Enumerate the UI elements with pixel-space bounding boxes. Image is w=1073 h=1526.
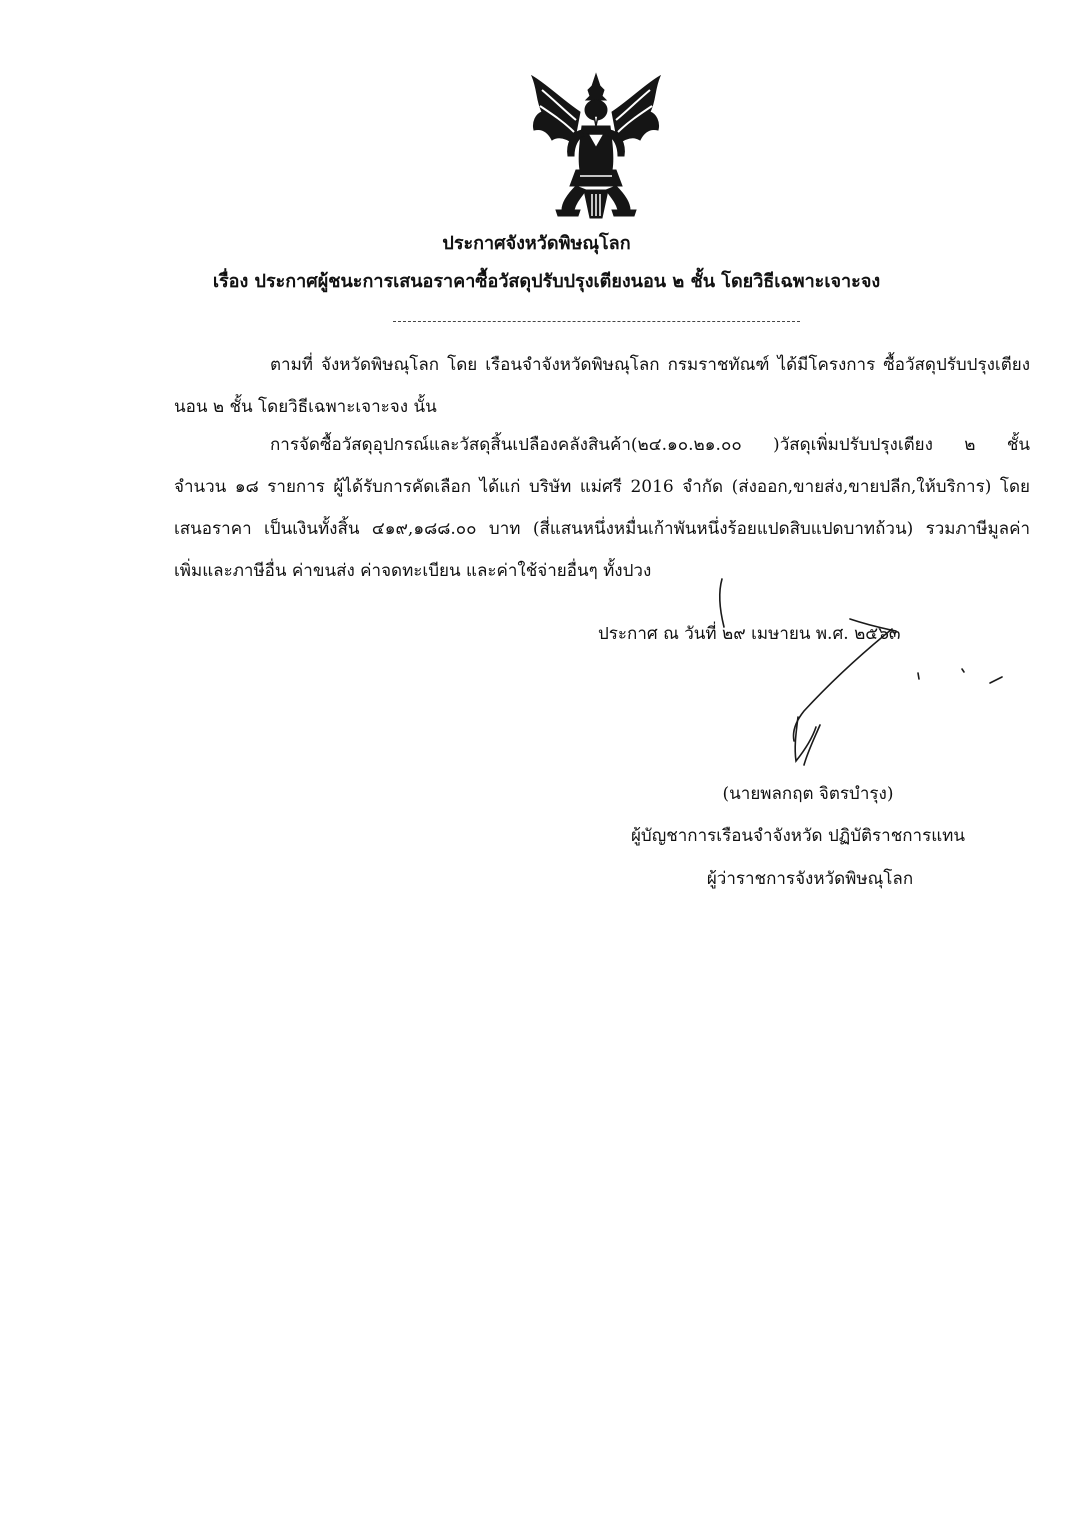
- signatory-acting-for: ผู้ว่าราชการจังหวัดพิษณุโลก: [706, 869, 914, 889]
- paragraph-1-line-2: นอน ๒ ชั้น โดยวิธีเฉพาะเจาะจง นั้น: [174, 397, 437, 417]
- announcement-date: ประกาศ ณ วันที่ ๒๙ เมษายน พ.ศ. ๒๕๖๓: [598, 624, 901, 644]
- paragraph-project: [174, 344, 1030, 428]
- paragraph-1-line-1: ตามที่ จังหวัดพิษณุโลก โดย เรือนจำจังหวัดพิษณุโลก กรมราชทัณฑ์ ได้มีโครงการ ซื้อวัสดุปรับปรุงเตียง: [270, 355, 1030, 375]
- signatory-position: ผู้บัญชาการเรือนจำจังหวัด ปฏิบัติราชการแทน: [630, 826, 966, 846]
- paragraph-award: [174, 424, 1030, 592]
- paragraph-2-line-1: การจัดซื้อวัสดุอุปกรณ์และวัสดุสิ้นเปลืองคลังสินค้า(๒๔.๑๐.๒๑.๐๐ )วัสดุเพิ่มปรับปรุงเตียง ๒ ชั้น: [270, 435, 1030, 455]
- paragraph-2-line-2: จำนวน ๑๘ รายการ ผู้ได้รับการคัดเลือก ได้แก่ บริษัท แม่ศรี 2016 จำกัด (ส่งออก,ขายส่ง,ขายปลีก,ให้บริการ) โดย: [174, 477, 1030, 497]
- handwritten-signature: [700, 575, 1020, 775]
- document-subject: เรื่อง ประกาศผู้ชนะการเสนอราคาซื้อวัสดุปรับปรุงเตียงนอน ๒ ชั้น โดยวิธีเฉพาะเจาะจง: [212, 271, 881, 292]
- garuda-emblem-icon: [522, 70, 670, 222]
- document-title: ประกาศจังหวัดพิษณุโลก: [442, 233, 631, 254]
- paragraph-2-line-3: เสนอราคา เป็นเงินทั้งสิ้น ๔๑๙,๑๘๘.๐๐ บาท (สี่แสนหนึ่งหมื่นเก้าพันหนึ่งร้อยแปดสิบแปดบาทถ้วน) รวมภาษีมูลค่า: [174, 519, 1030, 539]
- title-divider: [393, 321, 800, 322]
- signatory-name: (นายพลกฤต จิตรบำรุง): [722, 784, 894, 804]
- paragraph-2-line-4: เพิ่มและภาษีอื่น ค่าขนส่ง ค่าจดทะเบียน และค่าใช้จ่ายอื่นๆ ทั้งปวง: [174, 561, 652, 581]
